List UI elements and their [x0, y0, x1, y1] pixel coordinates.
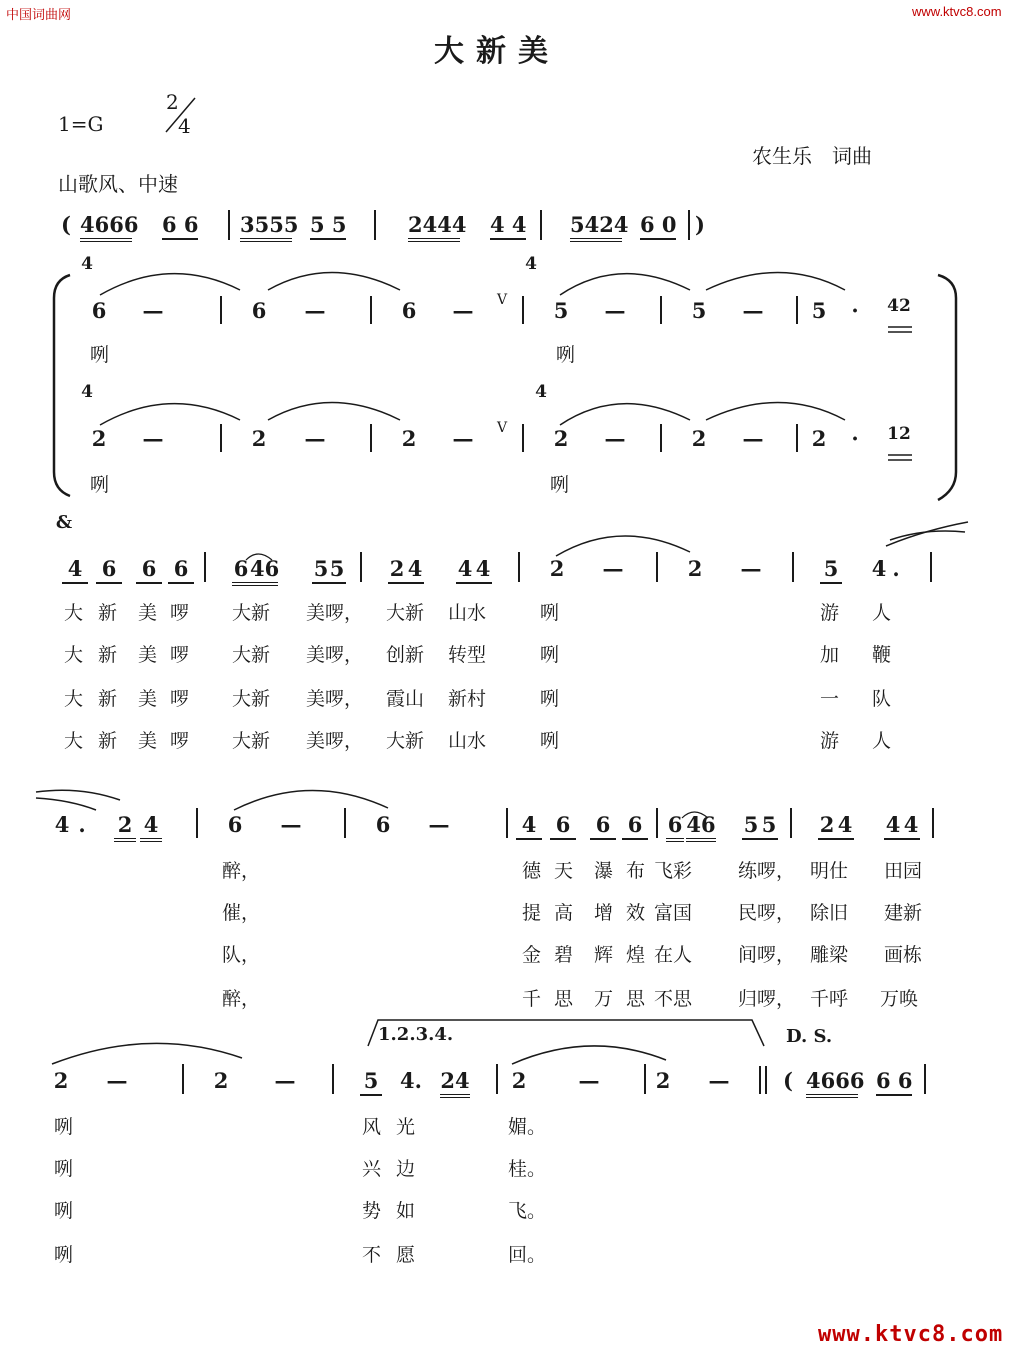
lyric: 思 [554, 988, 574, 1010]
lyric: 光 [396, 1116, 416, 1138]
lyric: 游 [820, 730, 840, 752]
note-dash: — [280, 812, 302, 837]
lyric: 大 [64, 730, 84, 752]
note-dash: — [740, 556, 762, 581]
note: 5 [312, 556, 330, 584]
lyric: 人 [872, 730, 892, 752]
note: 5 [553, 298, 569, 323]
lyric: 桂。 [508, 1158, 547, 1180]
lyric: 思 [626, 988, 646, 1010]
lyric: 势 [362, 1200, 382, 1222]
dot: . [892, 556, 900, 581]
note: 5 [760, 812, 778, 840]
intro-note-group: 6 6 [162, 212, 198, 240]
lyric: 游 [820, 602, 840, 624]
note: 2 [511, 1068, 527, 1093]
lyric: 咧 [54, 1200, 74, 1222]
lyric: 大 [64, 644, 84, 666]
intro-note-group: 2444 [408, 212, 460, 242]
note: 5 [328, 556, 346, 584]
lyric: 美 [138, 688, 158, 710]
lyric: 咧 [540, 730, 560, 752]
chorus-lyric: 咧 [90, 344, 110, 366]
lyric: 练啰， [738, 860, 796, 882]
dot: · [851, 426, 859, 451]
lyric: 飞彩 [654, 860, 693, 882]
note-pair: 42 [887, 296, 911, 316]
note: 6 [251, 298, 267, 323]
lyric: 创新 [386, 644, 425, 666]
lyric: 愿 [396, 1244, 416, 1266]
note-dash: — [708, 1068, 730, 1093]
lyric: 瀑 [594, 860, 614, 882]
lyric: 雕梁 [810, 944, 849, 966]
chorus-lyric: 咧 [556, 344, 576, 366]
lyric: 醉， [222, 860, 261, 882]
key-signature: 1=G [58, 112, 104, 136]
note-dash: — [142, 426, 164, 451]
lyric: 新 [98, 688, 118, 710]
segno-sign: & [55, 512, 73, 533]
lyric: 德 [522, 860, 542, 882]
song-title: 大新美 [434, 34, 560, 69]
note: 5 [742, 812, 760, 840]
note: 4 [140, 812, 162, 842]
note: 4 [884, 812, 902, 840]
note: 4 [474, 556, 492, 584]
note: 6 [232, 556, 250, 586]
lyric: 增 [594, 902, 614, 924]
note: 2 [553, 426, 569, 451]
note: 2 [811, 426, 827, 451]
lyric: 咧 [54, 1244, 74, 1266]
lyric: 建新 [884, 902, 923, 924]
lyric: 新 [98, 602, 118, 624]
note-dash: — [274, 1068, 296, 1093]
note: 6 [91, 298, 107, 323]
note-dash: — [106, 1068, 128, 1093]
coda-note-group: 4666 [806, 1068, 858, 1098]
lyric: 归啰， [738, 988, 796, 1010]
note-dash: — [452, 298, 474, 323]
lyric: 兴 [362, 1158, 382, 1180]
intro-close-paren: ) [695, 212, 705, 237]
barline [332, 1064, 334, 1094]
lyric: 大 [64, 602, 84, 624]
note: 6 [227, 812, 243, 837]
lyric: 煌 [626, 944, 646, 966]
note: 4 [54, 812, 70, 837]
note: 5 [820, 556, 842, 584]
lyric: 催， [222, 902, 261, 924]
note-dash: — [304, 298, 326, 323]
lyric: 咧 [54, 1116, 74, 1138]
note-dash: — [304, 426, 326, 451]
lyric: 不 [362, 1244, 382, 1266]
note-pair: 12 [887, 424, 911, 444]
lyric: 效 [626, 902, 646, 924]
dot: · [851, 298, 859, 323]
note: 2 [53, 1068, 69, 1093]
lyric: 咧 [540, 644, 560, 666]
lyric: 队， [222, 944, 261, 966]
lyric: 人 [872, 602, 892, 624]
volta-label: 1.2.3.4. [378, 1024, 454, 1045]
lyric: 新 [98, 730, 118, 752]
chorus-time-change-upper-2: 4 [525, 254, 537, 274]
note: 4 [456, 556, 474, 584]
note-dash: — [142, 298, 164, 323]
note: 2 [401, 426, 417, 451]
lyric: 大新 [232, 602, 271, 624]
chorus-time-change-upper: 4 [81, 254, 93, 274]
lyric: 啰 [170, 688, 190, 710]
lyric: 千呼 [810, 988, 849, 1010]
lyric: 金 [522, 944, 542, 966]
note: 2 [655, 1068, 671, 1093]
note: 4 [836, 812, 854, 840]
lyric: 醉， [222, 988, 261, 1010]
lyric: 回。 [508, 1244, 547, 1266]
lyric: 辉 [594, 944, 614, 966]
coda-note-group: 6 6 [876, 1068, 912, 1096]
note: 2 [691, 426, 707, 451]
note-dash: — [428, 812, 450, 837]
note: 6 [550, 812, 576, 840]
note-dash: — [578, 1068, 600, 1093]
lyric: 山水 [448, 602, 487, 624]
lyric: 啰 [170, 730, 190, 752]
lyric: 新村 [448, 688, 487, 710]
note-dash: — [742, 298, 764, 323]
lyric: 民啰， [738, 902, 796, 924]
breath-mark: V [496, 420, 508, 436]
barline [496, 1064, 498, 1094]
lyric: 咧 [540, 602, 560, 624]
lyric: 美 [138, 730, 158, 752]
lyric: 大新 [232, 644, 271, 666]
note: 2 [251, 426, 267, 451]
lyric: 不思 [654, 988, 693, 1010]
lyric: 提 [522, 902, 542, 924]
note-pair: 24 [440, 1068, 470, 1098]
intro-open-paren: ( [61, 212, 71, 237]
lyric: 边 [396, 1158, 416, 1180]
dot: . [78, 812, 86, 837]
lyric: 除旧 [810, 902, 849, 924]
note: 5 [691, 298, 707, 323]
lyric: 如 [396, 1200, 416, 1222]
note: 6 [375, 812, 391, 837]
intro-note-group: 5 5 [310, 212, 346, 240]
note: 6 [622, 812, 648, 840]
note: 4 [902, 812, 920, 840]
lyric: 大新 [232, 730, 271, 752]
lyric: 天 [554, 860, 574, 882]
lyric: 大新 [386, 730, 425, 752]
note-dash: — [742, 426, 764, 451]
breath-mark: V [496, 292, 508, 308]
lyric: 碧 [554, 944, 574, 966]
intro-note-group: 5424 [570, 212, 622, 242]
lyric: 媚。 [508, 1116, 547, 1138]
lyric: 山水 [448, 730, 487, 752]
note: 6 [136, 556, 162, 584]
note-dash: — [604, 298, 626, 323]
note: 5 [811, 298, 827, 323]
note: 2 [687, 556, 703, 581]
lyric: 在人 [654, 944, 693, 966]
lyric: 间啰， [738, 944, 796, 966]
note: 6 [590, 812, 616, 840]
lyric: 一 [820, 688, 840, 710]
note-pair: 46 [686, 812, 716, 842]
note: 6 [401, 298, 417, 323]
lyric: 新 [98, 644, 118, 666]
note: 2 [91, 426, 107, 451]
note: 2 [213, 1068, 229, 1093]
lyric: 转型 [448, 644, 487, 666]
lyric: 田园 [884, 860, 923, 882]
coda-open-paren: ( [783, 1068, 793, 1093]
lyric: 大 [64, 688, 84, 710]
lyric: 美啰， [306, 688, 364, 710]
note: 2 [818, 812, 836, 840]
time-signature-numerator: 2 [166, 90, 179, 114]
chorus-lyric: 咧 [90, 474, 110, 496]
lyric: 咧 [540, 688, 560, 710]
site-url-right[interactable]: www.ktvc8.com [912, 4, 1002, 19]
note-dash: — [602, 556, 624, 581]
dal-segno: D. S. [786, 1026, 833, 1047]
intro-note-group: 4 4 [490, 212, 526, 240]
barline [924, 1064, 926, 1094]
lyric: 美啰， [306, 730, 364, 752]
lyric: 霞山 [386, 688, 425, 710]
lyric: 万唤 [880, 988, 919, 1010]
note: 6 [168, 556, 194, 584]
note: 2 [549, 556, 565, 581]
lyric: 高 [554, 902, 574, 924]
lyric: 万 [594, 988, 614, 1010]
lyric: 美啰， [306, 644, 364, 666]
chorus-time-change-lower: 4 [81, 382, 93, 402]
lyric: 大新 [232, 688, 271, 710]
lyric: 啰 [170, 602, 190, 624]
lyric: 飞。 [508, 1200, 547, 1222]
lyric: 明仕 [810, 860, 849, 882]
note: 2 [388, 556, 406, 584]
lyric: 队 [872, 688, 892, 710]
intro-note-group: 3555 [240, 212, 292, 242]
lyric: 画栋 [884, 944, 923, 966]
note-dotted: 4. [400, 1068, 422, 1093]
lyric: 美 [138, 602, 158, 624]
intro-note-group: 6 0 [640, 212, 676, 240]
note-dash: — [604, 426, 626, 451]
time-signature-denominator: 4 [178, 114, 191, 138]
note: 4 [406, 556, 424, 584]
note: 4 [62, 556, 88, 584]
lyric: 千 [522, 988, 542, 1010]
lyric: 美 [138, 644, 158, 666]
note: 2 [114, 812, 136, 842]
lyric: 啰 [170, 644, 190, 666]
composer-credit: 农生乐 词曲 [752, 144, 872, 168]
intro-note-group: 4666 [80, 212, 132, 242]
lyric: 风 [362, 1116, 382, 1138]
barline [182, 1064, 184, 1094]
tempo-style: 山歌风、中速 [58, 172, 178, 196]
footer-url-watermark[interactable]: www.ktvc8.com [818, 1322, 1004, 1347]
lyric: 美啰， [306, 602, 364, 624]
note-pair: 46 [250, 556, 278, 586]
note: 6 [666, 812, 684, 842]
lyric: 咧 [54, 1158, 74, 1180]
chorus-time-change-lower-2: 4 [535, 382, 547, 402]
note: 4 [516, 812, 542, 840]
lyric: 富国 [654, 902, 693, 924]
lyric: 鞭 [872, 644, 892, 666]
note: 6 [96, 556, 122, 584]
site-name-left: 中国词曲网 [6, 7, 72, 22]
note: 5 [360, 1068, 382, 1096]
note: 4 [871, 556, 887, 581]
lyric: 大新 [386, 602, 425, 624]
chorus-lyric: 咧 [550, 474, 570, 496]
lyric: 布 [626, 860, 646, 882]
note-dash: — [452, 426, 474, 451]
lyric: 加 [820, 644, 840, 666]
